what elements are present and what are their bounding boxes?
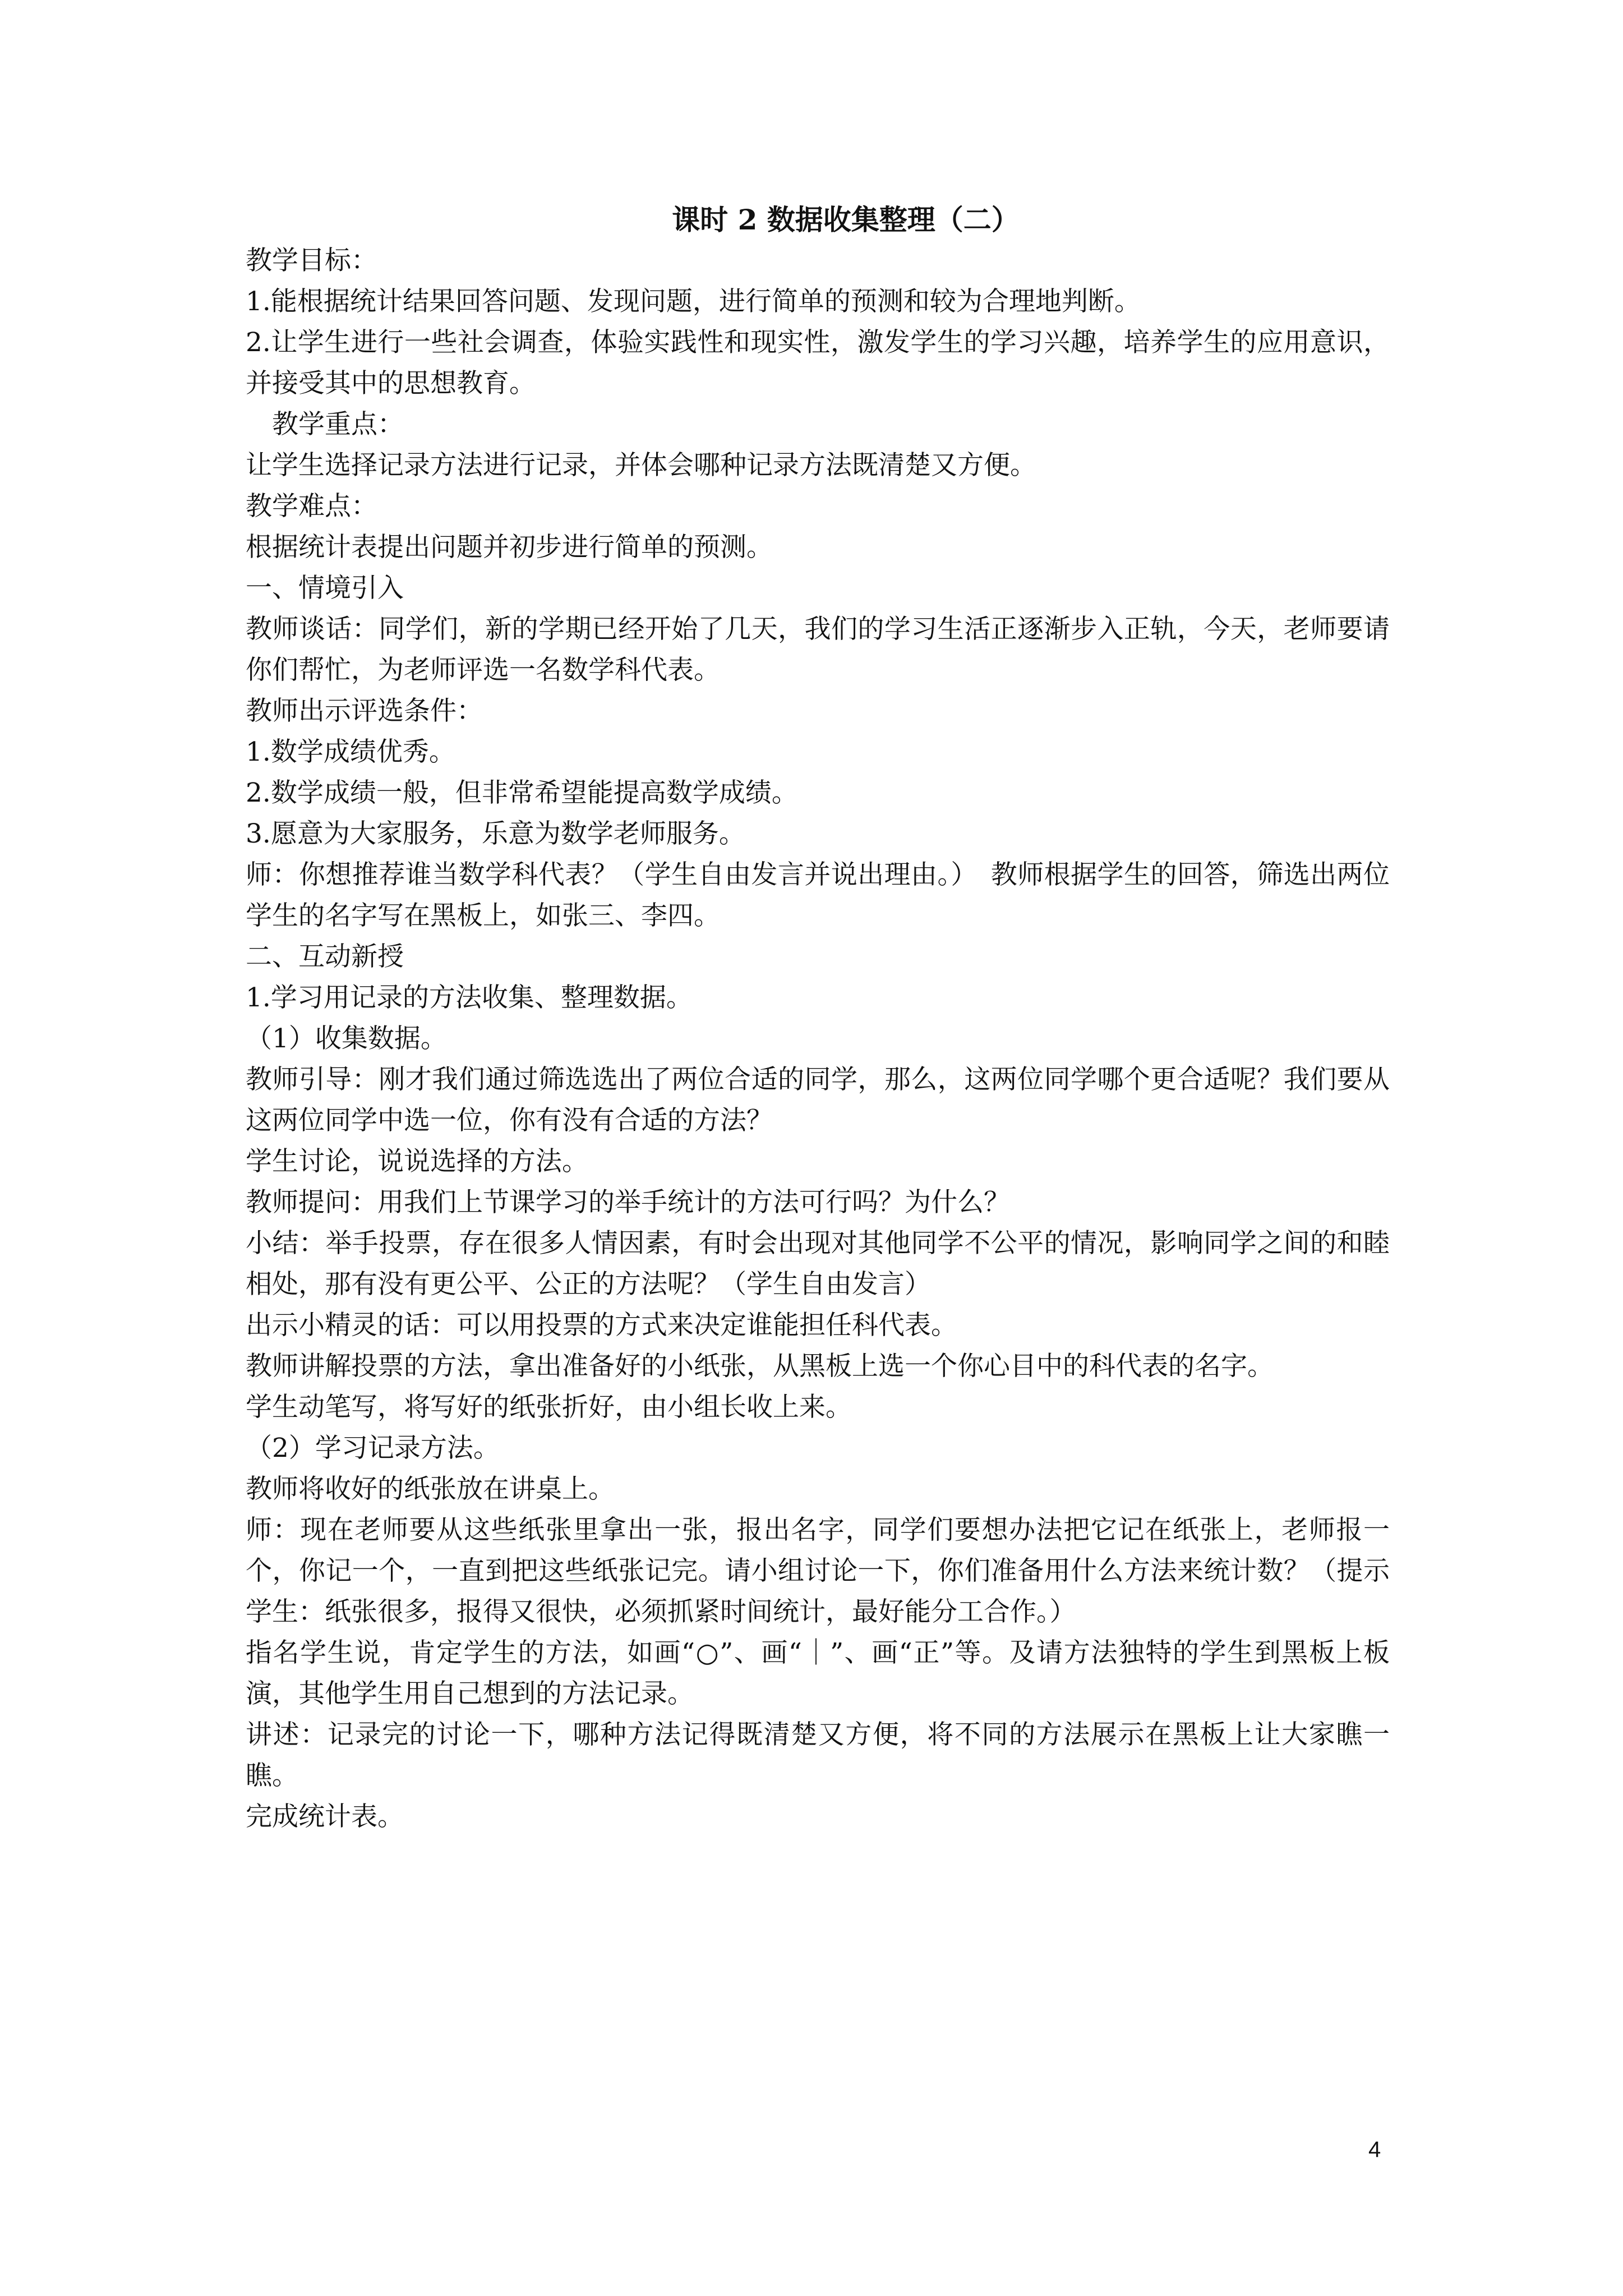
paragraph: 讲述：记录完的讨论一下，哪种方法记得既清楚又方便，将不同的方法展示在黑板上让大家瞧一瞧。 bbox=[246, 1719, 1390, 1791]
paragraph: 教师谈话：同学们，新的学期已经开始了几天，我们的学习生活正逐渐步入正轨，今天，老师要请你们帮忙，为老师评选一名数学科代表。 bbox=[246, 614, 1390, 685]
page-number: 4 bbox=[1368, 2137, 1381, 2162]
paragraph: （2）学习记录方法。 bbox=[246, 1433, 500, 1464]
paragraph: 教师出示评选条件： bbox=[246, 696, 483, 726]
paragraph: 小结：举手投票，存在很多人情因素，有时会出现对其他同学不公平的情况，影响同学之间的和睦相处，那有没有更公平、公正的方法呢？（学生自由发言） bbox=[246, 1228, 1390, 1300]
paragraph: 1.学习用记录的方法收集、整理数据。 bbox=[246, 982, 693, 1013]
paragraph: 1.能根据统计结果回答问题、发现问题，进行简单的预测和较为合理地判断。 bbox=[246, 286, 1141, 317]
document-body bbox=[246, 199, 1390, 1837]
paragraph: 3.愿意为大家服务，乐意为数学老师服务。 bbox=[246, 818, 745, 849]
paragraph: 出示小精灵的话：可以用投票的方式来决定谁能担任科代表。 bbox=[246, 1310, 957, 1341]
paragraph: 教师讲解投票的方法，拿出准备好的小纸张，从黑板上选一个你心目中的科代表的名字。 bbox=[246, 1351, 1274, 1382]
paragraph: 师：现在老师要从这些纸张里拿出一张，报出名字，同学们要想办法把它记在纸张上，老师报一个，你记一个，一直到把这些纸张记完。请小组讨论一下，你们准备用什么方法来统计数？（提示学生：纸张很多，报得又很快，必须抓紧时间统计，最好能分工合作。） bbox=[246, 1515, 1390, 1627]
paragraph: 2.数学成绩一般，但非常希望能提高数学成绩。 bbox=[246, 777, 798, 808]
paragraph: 教学难点： bbox=[246, 491, 377, 522]
paragraph: 学生讨论，说说选择的方法。 bbox=[246, 1146, 588, 1177]
paragraph: 教学目标： bbox=[246, 245, 377, 276]
paragraph: 师：你想推荐谁当数学科代表？（学生自由发言并说出理由。） 教师根据学生的回答，筛选出两位学生的名字写在黑板上，如张三、李四。 bbox=[246, 859, 1390, 931]
paragraph: 2.让学生进行一些社会调查，体验实践性和现实性，激发学生的学习兴趣，培养学生的应用意识，并接受其中的思想教育。 bbox=[246, 327, 1390, 399]
paragraph: 指名学生说，肯定学生的方法，如画“○”、画“｜”、画“正”等。及请方法独特的学生到黑板上板演，其他学生用自己想到的方法记录。 bbox=[246, 1637, 1390, 1709]
paragraph: （1）收集数据。 bbox=[246, 1023, 447, 1054]
paragraph: 教师提问：用我们上节课学习的举手统计的方法可行吗？为什么？ bbox=[246, 1187, 1010, 1218]
paragraph: 教师引导：刚才我们通过筛选选出了两位合适的同学，那么，这两位同学哪个更合适呢？我们要从这两位同学中选一位，你有没有合适的方法？ bbox=[246, 1064, 1390, 1136]
paragraph: 教师将收好的纸张放在讲桌上。 bbox=[246, 1474, 615, 1504]
paragraph: 一、情境引入 bbox=[246, 573, 404, 604]
paragraph: 1.数学成绩优秀。 bbox=[246, 737, 455, 767]
paragraph: 学生动笔写，将写好的纸张折好，由小组长收上来。 bbox=[246, 1392, 852, 1423]
paragraph: 教学重点： bbox=[272, 409, 404, 440]
paragraph: 完成统计表。 bbox=[246, 1801, 404, 1832]
paragraph: 让学生选择记录方法进行记录，并体会哪种记录方法既清楚又方便。 bbox=[246, 450, 1036, 481]
paragraph: 根据统计表提出问题并初步进行简单的预测。 bbox=[246, 532, 773, 563]
paragraph: 二、互动新授 bbox=[246, 941, 404, 972]
paragraph-list bbox=[246, 240, 1390, 1837]
lesson-title: 课时 2 数据收集整理（二） bbox=[672, 203, 1020, 236]
